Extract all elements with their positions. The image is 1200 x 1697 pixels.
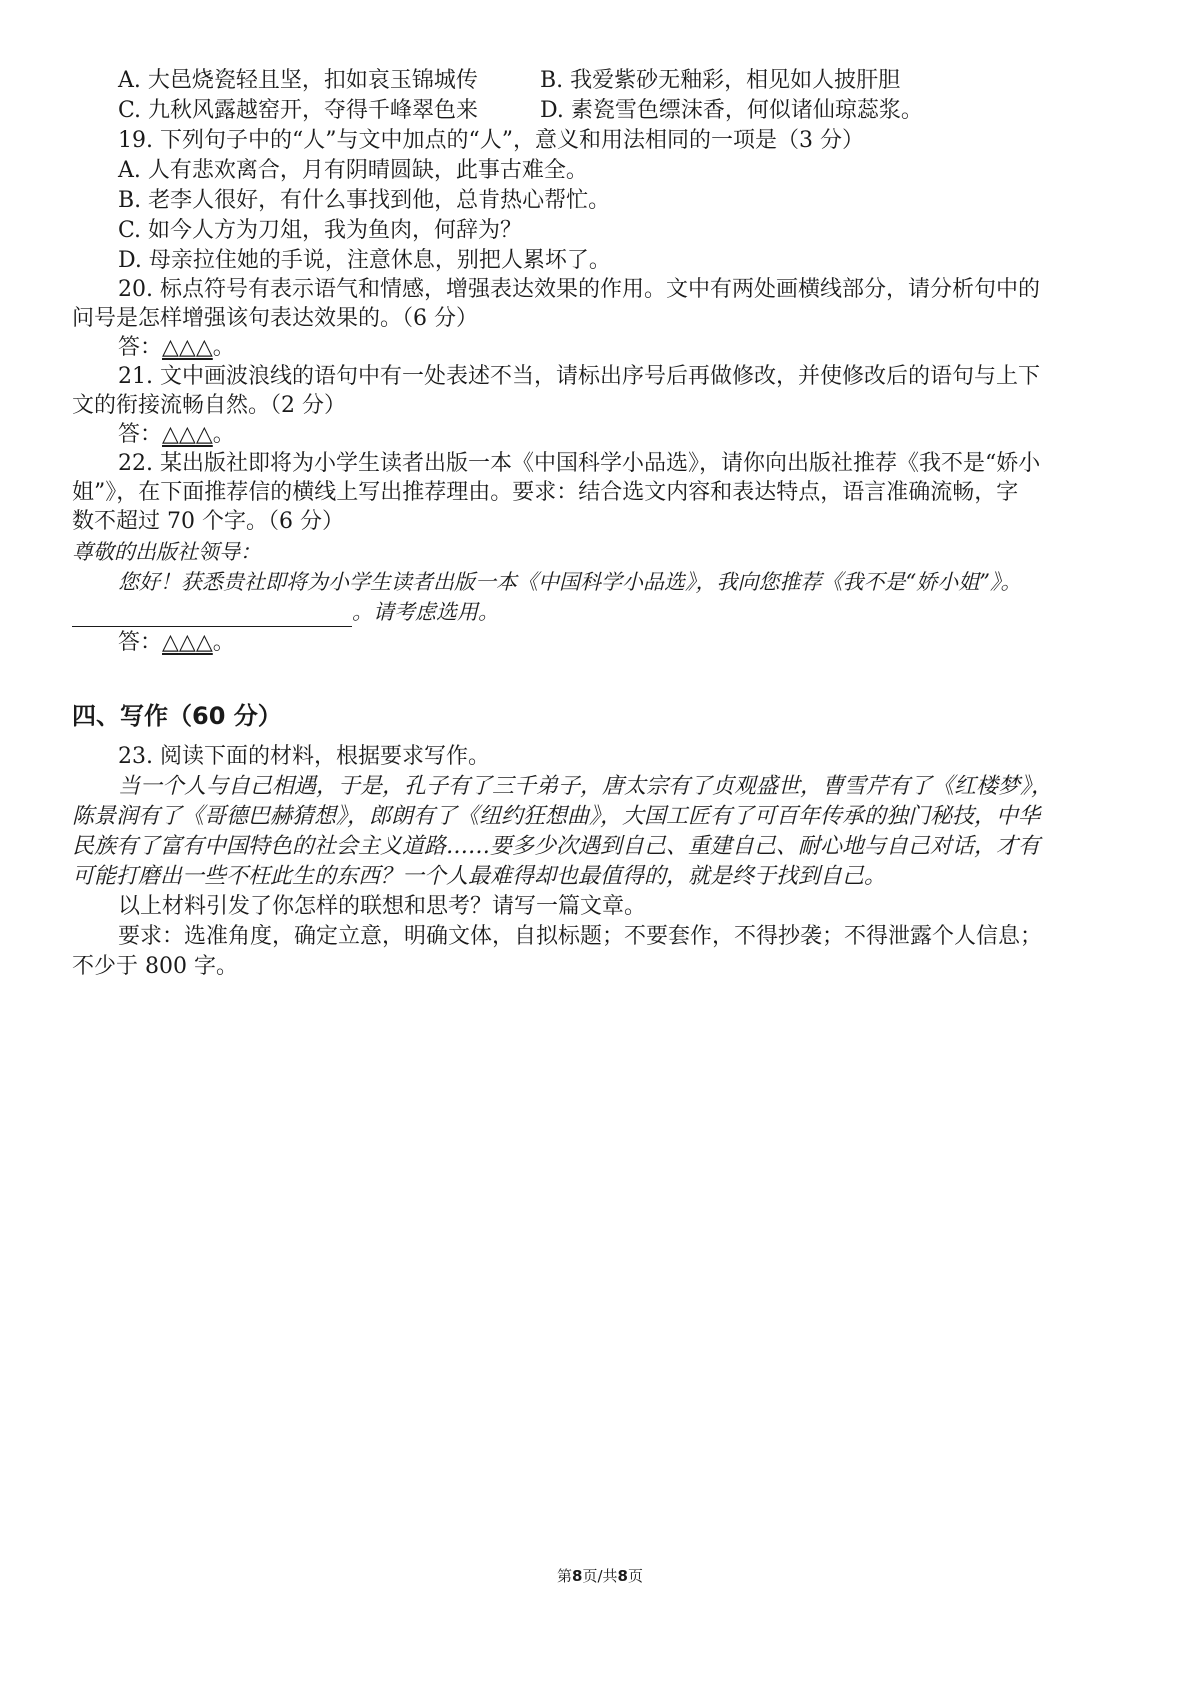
q22-answer bbox=[118, 628, 235, 658]
material-line4: 可能打磨出一些不枉此生的东西？一个人最难得却也最值得的，就是终于找到自己。 bbox=[72, 864, 887, 889]
footer-middle: 页/共 bbox=[582, 1567, 618, 1585]
answer-placeholder: △△△ bbox=[162, 630, 213, 655]
letter-reason-line bbox=[72, 597, 499, 627]
answer-label: 答： bbox=[118, 422, 163, 447]
answer-end: 。 bbox=[212, 630, 235, 655]
q19-option-c: C. 如今人方为刀俎，我为鱼肉，何辞为？ bbox=[118, 218, 523, 243]
answer-end: 。 bbox=[212, 335, 235, 360]
q18-option-a: A. 大邑烧瓷轻且坚，扣如哀玉锦城传 bbox=[118, 68, 478, 93]
q21-stem-line2: 文的衔接流畅自然。（2 分） bbox=[72, 393, 346, 418]
q18-option-d: D. 素瓷雪色缥沫香，何似诸仙琼蕊浆。 bbox=[540, 98, 923, 123]
footer-prefix: 第 bbox=[557, 1567, 573, 1585]
requirements-line2: 不少于 800 字。 bbox=[72, 954, 238, 979]
page-number bbox=[0, 1565, 1200, 1586]
footer-total-pages: 8 bbox=[617, 1567, 628, 1585]
footer-current-page: 8 bbox=[572, 1567, 583, 1585]
letter-end: 。请考虑选用。 bbox=[352, 600, 499, 624]
q18-option-b: B. 我爱紫砂无釉彩，相见如人披肝胆 bbox=[540, 68, 901, 93]
answer-label: 答： bbox=[118, 335, 163, 360]
section-four-title: 四、写作（60 分） bbox=[72, 702, 282, 730]
q22-stem-line2: 姐”》，在下面推荐信的横线上写出推荐理由。要求：结合选文内容和表达特点，语言准确流畅，字 bbox=[72, 480, 1019, 505]
q20-stem-line2: 问号是怎样增强该句表达效果的。（6 分） bbox=[72, 306, 478, 331]
material-line1: 当一个人与自己相遇，于是，孔子有了三千弟子，唐太宗有了贞观盛世，曹雪芹有了《红楼梦》， bbox=[118, 774, 1054, 799]
q22-stem-line3: 数不超过 70 个字。（6 分） bbox=[72, 509, 344, 534]
letter-body: 您好！获悉贵社即将为小学生读者出版一本《中国科学小品选》，我向您推荐《我不是“娇小姐”》。 bbox=[118, 570, 1022, 594]
q18-option-c: C. 九秋风露越窑开，夺得千峰翠色来 bbox=[118, 98, 479, 123]
answer-placeholder: △△△ bbox=[162, 422, 213, 447]
letter-salutation: 尊敬的出版社领导： bbox=[72, 540, 261, 564]
q23-stem: 23. 阅读下面的材料，根据要求写作。 bbox=[118, 744, 490, 769]
writing-prompt: 以上材料引发了你怎样的联想和思考？请写一篇文章。 bbox=[118, 894, 647, 919]
answer-placeholder: △△△ bbox=[162, 335, 213, 360]
q19-option-b: B. 老李人很好，有什么事找到他，总肯热心帮忙。 bbox=[118, 188, 611, 213]
q21-stem-line1: 21. 文中画波浪线的语句中有一处表述不当，请标出序号后再做修改，并使修改后的语句与上下 bbox=[118, 364, 1040, 389]
q22-stem-line1: 22. 某出版社即将为小学生读者出版一本《中国科学小品选》，请你向出版社推荐《我不是“娇小 bbox=[118, 451, 1041, 476]
q19-option-a: A. 人有悲欢离合，月有阴晴圆缺，此事古难全。 bbox=[118, 158, 588, 183]
q21-answer bbox=[118, 420, 235, 450]
q19-stem: 19. 下列句子中的“人”与文中加点的“人”，意义和用法相同的一项是（3 分） bbox=[118, 128, 864, 153]
footer-suffix: 页 bbox=[627, 1567, 643, 1585]
requirements-line1: 要求：选准角度，确定立意，明确文体，自拟标题；不要套作，不得抄袭；不得泄露个人信息； bbox=[118, 924, 1043, 949]
q19-option-d: D. 母亲拉住她的手说，注意休息，别把人累坏了。 bbox=[118, 248, 611, 273]
reason-blank bbox=[72, 602, 352, 627]
q20-answer bbox=[118, 333, 235, 363]
answer-label: 答： bbox=[118, 630, 163, 655]
answer-end: 。 bbox=[212, 422, 235, 447]
material-line3: 民族有了富有中国特色的社会主义道路……要多少次遇到自己、重建自己、耐心地与自己对话，才有 bbox=[72, 834, 1041, 859]
q20-stem-line1: 20. 标点符号有表示语气和情感，增强表达效果的作用。文中有两处画横线部分，请分析句中的 bbox=[118, 277, 1040, 302]
material-line2: 陈景润有了《哥德巴赫猜想》，郎朗有了《纽约狂想曲》，大国工匠有了可百年传承的独门秘技，中华 bbox=[72, 804, 1041, 829]
